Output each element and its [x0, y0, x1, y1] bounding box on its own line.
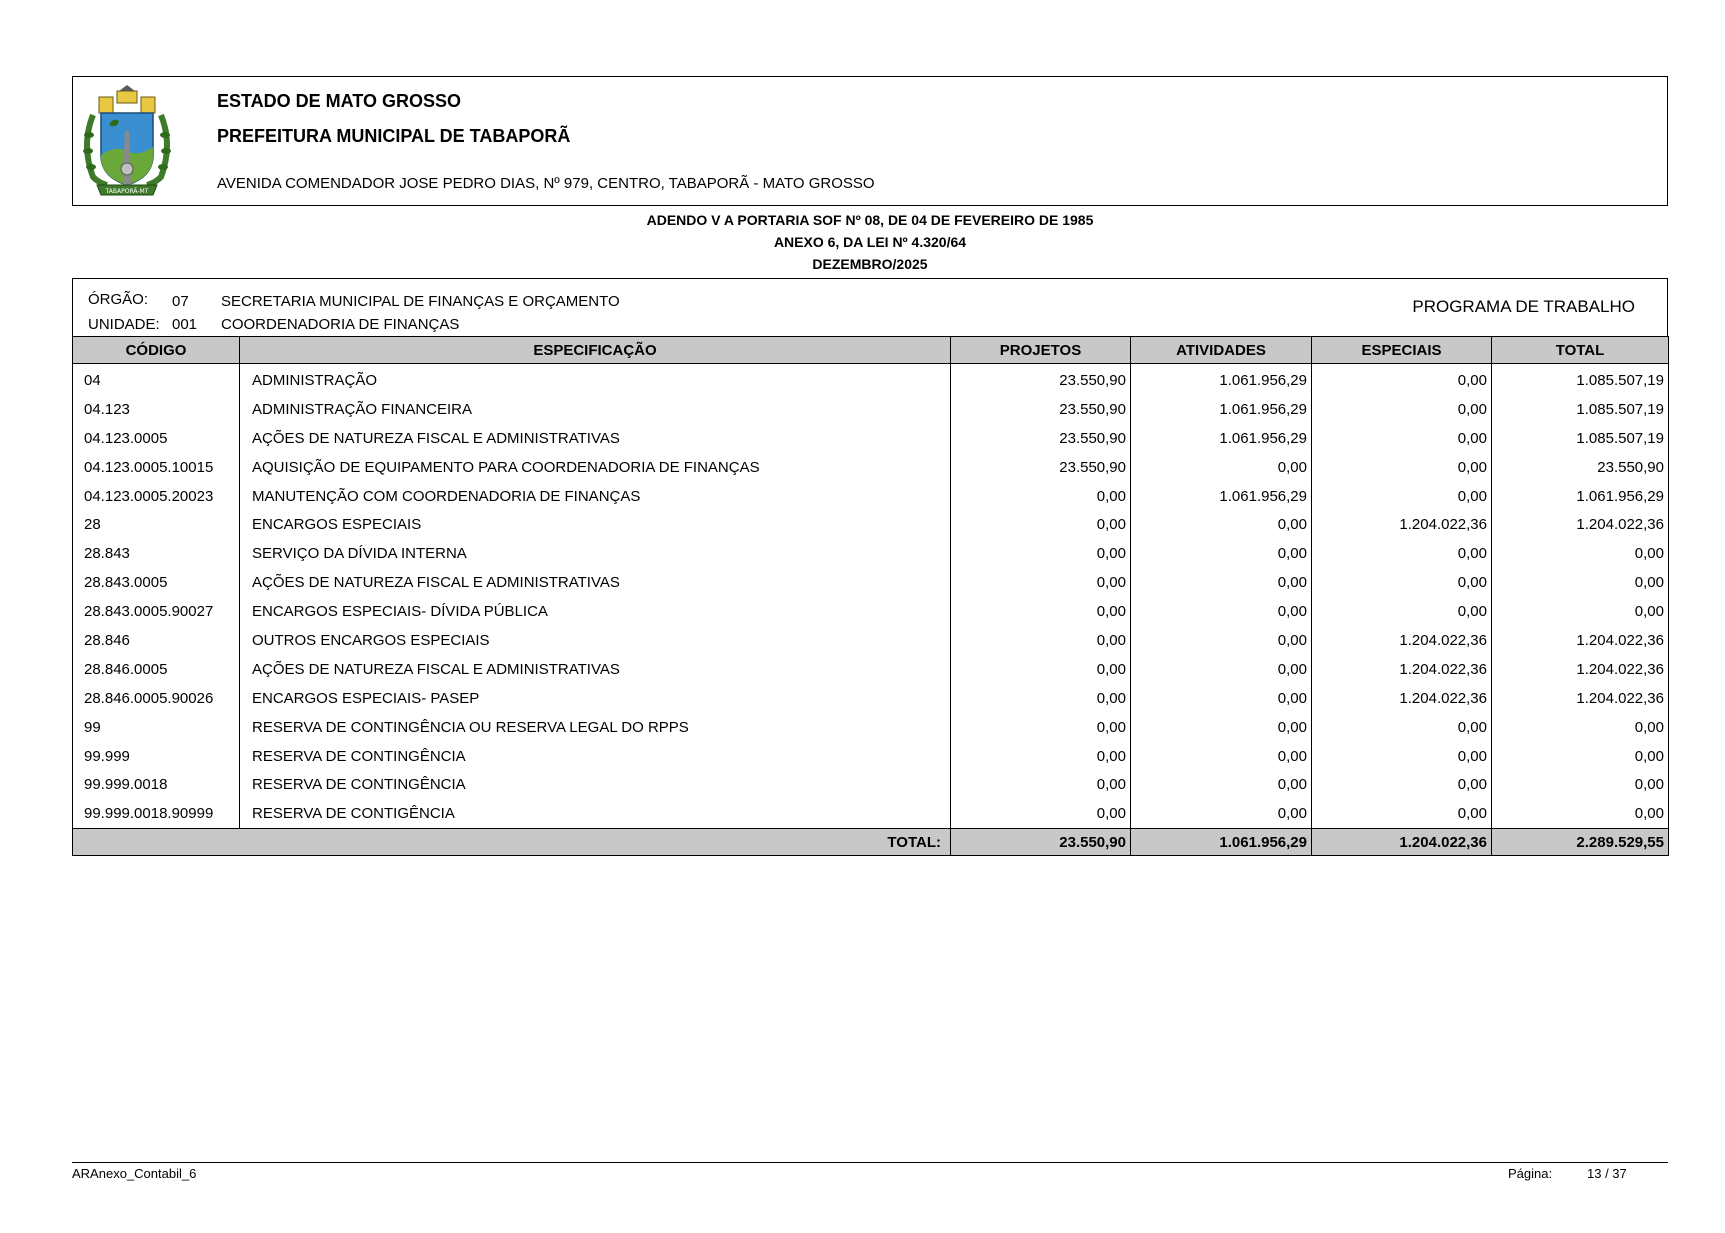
cell-projetos: 23.550,90: [951, 395, 1131, 424]
cell-especiais: 0,00: [1312, 424, 1492, 453]
cell-total: 0,00: [1492, 597, 1669, 626]
cell-especificacao: AÇÕES DE NATUREZA FISCAL E ADMINISTRATIVAS: [240, 655, 951, 684]
total-total: 2.289.529,55: [1492, 829, 1669, 856]
page-label: Página:: [1508, 1166, 1553, 1181]
cell-projetos: 0,00: [951, 713, 1131, 742]
cell-especificacao: RESERVA DE CONTINGÊNCIA: [240, 770, 951, 799]
cell-especiais: 0,00: [1312, 713, 1492, 742]
total-projetos: 23.550,90: [951, 829, 1131, 856]
cell-atividades: 1.061.956,29: [1131, 424, 1312, 453]
cell-total: 0,00: [1492, 713, 1669, 742]
header-atividades: ATIVIDADES: [1131, 337, 1312, 364]
cell-codigo: 99.999.0018: [73, 770, 240, 799]
cell-especificacao: AÇÕES DE NATUREZA FISCAL E ADMINISTRATIVAS: [240, 424, 951, 453]
cell-codigo: 99: [73, 713, 240, 742]
cell-especiais: 1.204.022,36: [1312, 655, 1492, 684]
cell-projetos: 0,00: [951, 655, 1131, 684]
cell-codigo: 99.999.0018.90999: [73, 799, 240, 828]
cell-atividades: 0,00: [1131, 453, 1312, 482]
table-row: [73, 626, 1669, 655]
header-projetos: PROJETOS: [951, 337, 1131, 364]
cell-total: 23.550,90: [1492, 453, 1669, 482]
cell-total: 1.204.022,36: [1492, 655, 1669, 684]
cell-projetos: 0,00: [951, 770, 1131, 799]
cell-especificacao: ENCARGOS ESPECIAIS- DÍVIDA PÚBLICA: [240, 597, 951, 626]
address: AVENIDA COMENDADOR JOSE PEDRO DIAS, Nº 979, CENTRO, TABAPORÃ - MATO GROSSO: [217, 175, 875, 192]
title-line-3: DEZEMBRO/2025: [812, 256, 928, 272]
cell-especificacao: RESERVA DE CONTINGÊNCIA OU RESERVA LEGAL DO RPPS: [240, 713, 951, 742]
cell-atividades: 0,00: [1131, 597, 1312, 626]
program-title: PROGRAMA DE TRABALHO: [1412, 297, 1635, 316]
title-line-1: ADENDO V A PORTARIA SOF Nº 08, DE 04 DE FEVEREIRO DE 1985: [646, 212, 1094, 228]
cell-codigo: 28: [73, 510, 240, 539]
cell-especiais: 1.204.022,36: [1312, 510, 1492, 539]
cell-especificacao: RESERVA DE CONTINGÊNCIA: [240, 742, 951, 771]
cell-atividades: 0,00: [1131, 539, 1312, 568]
cell-codigo: 99.999: [73, 742, 240, 771]
orgao-label: ÓRGÃO:: [88, 291, 149, 308]
cell-atividades: 0,00: [1131, 626, 1312, 655]
cell-total: 1.085.507,19: [1492, 364, 1669, 395]
cell-projetos: 0,00: [951, 597, 1131, 626]
cell-total: 1.061.956,29: [1492, 482, 1669, 511]
cell-total: 1.204.022,36: [1492, 626, 1669, 655]
cell-especificacao: MANUTENÇÃO COM COORDENADORIA DE FINANÇAS: [240, 482, 951, 511]
cell-especificacao: ADMINISTRAÇÃO FINANCEIRA: [240, 395, 951, 424]
unidade-code: 001: [172, 316, 198, 333]
org-info-box: [72, 278, 1668, 336]
table-row: [73, 364, 1669, 395]
table-row: [73, 568, 1669, 597]
cell-projetos: 0,00: [951, 482, 1131, 511]
header-codigo: CÓDIGO: [73, 337, 240, 364]
cell-projetos: 0,00: [951, 742, 1131, 771]
cell-atividades: 1.061.956,29: [1131, 364, 1312, 395]
cell-atividades: 1.061.956,29: [1131, 395, 1312, 424]
footer-divider: [72, 1162, 1668, 1163]
cell-atividades: 0,00: [1131, 770, 1312, 799]
cell-especificacao: RESERVA DE CONTIGÊNCIA: [240, 799, 951, 828]
cell-total: 1.085.507,19: [1492, 395, 1669, 424]
table-row: [73, 742, 1669, 771]
cell-atividades: 0,00: [1131, 568, 1312, 597]
cell-especiais: 1.204.022,36: [1312, 684, 1492, 713]
cell-especiais: 0,00: [1312, 742, 1492, 771]
cell-especificacao: SERVIÇO DA DÍVIDA INTERNA: [240, 539, 951, 568]
cell-especiais: 0,00: [1312, 364, 1492, 395]
program-table: [72, 336, 1669, 856]
cell-atividades: 1.061.956,29: [1131, 482, 1312, 511]
table-row: [73, 453, 1669, 482]
cell-atividades: 0,00: [1131, 713, 1312, 742]
table-row: [73, 684, 1669, 713]
cell-especificacao: AQUISIÇÃO DE EQUIPAMENTO PARA COORDENADORIA DE FINANÇAS: [240, 453, 951, 482]
table-row: [73, 482, 1669, 511]
header-especiais: ESPECIAIS: [1312, 337, 1492, 364]
orgao-name: SECRETARIA MUNICIPAL DE FINANÇAS E ORÇAMENTO: [221, 293, 620, 310]
cell-atividades: 0,00: [1131, 510, 1312, 539]
cell-total: 0,00: [1492, 770, 1669, 799]
cell-especiais: 0,00: [1312, 568, 1492, 597]
cell-codigo: 04.123: [73, 395, 240, 424]
cell-especiais: 0,00: [1312, 799, 1492, 828]
table-row: [73, 713, 1669, 742]
cell-especiais: 0,00: [1312, 770, 1492, 799]
cell-codigo: 28.843.0005: [73, 568, 240, 597]
cell-projetos: 0,00: [951, 799, 1131, 828]
document-titles: [72, 209, 1668, 275]
table-row: [73, 597, 1669, 626]
total-row: [73, 829, 1669, 856]
cell-atividades: 0,00: [1131, 655, 1312, 684]
orgao-code: 07: [172, 293, 189, 310]
cell-projetos: 23.550,90: [951, 424, 1131, 453]
cell-especiais: 0,00: [1312, 539, 1492, 568]
cell-projetos: 0,00: [951, 626, 1131, 655]
cell-codigo: 28.846: [73, 626, 240, 655]
table-row: [73, 770, 1669, 799]
cell-total: 1.085.507,19: [1492, 424, 1669, 453]
cell-especificacao: OUTROS ENCARGOS ESPECIAIS: [240, 626, 951, 655]
unidade-label: UNIDADE:: [88, 316, 160, 333]
svg-text:TABAPORÃ-MT: TABAPORÃ-MT: [105, 188, 149, 195]
report-name: ARAnexo_Contabil_6: [72, 1166, 197, 1181]
cell-projetos: 0,00: [951, 539, 1131, 568]
cell-especificacao: ADMINISTRAÇÃO: [240, 364, 951, 395]
cell-especificacao: ENCARGOS ESPECIAIS: [240, 510, 951, 539]
table-row: [73, 395, 1669, 424]
total-atividades: 1.061.956,29: [1131, 829, 1312, 856]
cell-total: 0,00: [1492, 568, 1669, 597]
table-row: [73, 424, 1669, 453]
table-row: [73, 799, 1669, 828]
cell-especiais: 0,00: [1312, 597, 1492, 626]
cell-total: 0,00: [1492, 742, 1669, 771]
page-number: 13 / 37: [1587, 1166, 1627, 1181]
cell-codigo: 28.843: [73, 539, 240, 568]
total-especiais: 1.204.022,36: [1312, 829, 1492, 856]
cell-especiais: 0,00: [1312, 453, 1492, 482]
total-label: TOTAL:: [73, 829, 951, 856]
cell-especiais: 0,00: [1312, 395, 1492, 424]
cell-total: 1.204.022,36: [1492, 510, 1669, 539]
cell-atividades: 0,00: [1131, 742, 1312, 771]
unidade-name: COORDENADORIA DE FINANÇAS: [221, 316, 460, 333]
table-body: [73, 364, 1669, 829]
cell-codigo: 28.843.0005.90027: [73, 597, 240, 626]
table-row: [73, 539, 1669, 568]
cell-codigo: 04.123.0005: [73, 424, 240, 453]
cell-projetos: 23.550,90: [951, 453, 1131, 482]
header-especificacao: ESPECIFICAÇÃO: [240, 337, 951, 364]
table-row: [73, 655, 1669, 684]
title-line-2: ANEXO 6, DA LEI Nº 4.320/64: [773, 234, 967, 250]
cell-total: 0,00: [1492, 799, 1669, 828]
cell-total: 0,00: [1492, 539, 1669, 568]
header-total: TOTAL: [1492, 337, 1669, 364]
cell-codigo: 04: [73, 364, 240, 395]
cell-atividades: 0,00: [1131, 684, 1312, 713]
city-hall-name: PREFEITURA MUNICIPAL DE TABAPORÃ: [217, 126, 571, 146]
cell-especificacao: ENCARGOS ESPECIAIS- PASEP: [240, 684, 951, 713]
cell-especificacao: AÇÕES DE NATUREZA FISCAL E ADMINISTRATIVAS: [240, 568, 951, 597]
header-box: [72, 76, 1668, 206]
cell-projetos: 0,00: [951, 568, 1131, 597]
cell-especiais: 1.204.022,36: [1312, 626, 1492, 655]
coat-of-arms-logo: [79, 85, 175, 197]
cell-projetos: 23.550,90: [951, 364, 1131, 395]
state-name: ESTADO DE MATO GROSSO: [217, 91, 462, 111]
table-header-row: [73, 337, 1669, 364]
cell-codigo: 28.846.0005.90026: [73, 684, 240, 713]
table-row: [73, 510, 1669, 539]
cell-codigo: 04.123.0005.20023: [73, 482, 240, 511]
cell-total: 1.204.022,36: [1492, 684, 1669, 713]
cell-projetos: 0,00: [951, 510, 1131, 539]
cell-projetos: 0,00: [951, 684, 1131, 713]
cell-codigo: 28.846.0005: [73, 655, 240, 684]
cell-atividades: 0,00: [1131, 799, 1312, 828]
cell-codigo: 04.123.0005.10015: [73, 453, 240, 482]
cell-especiais: 0,00: [1312, 482, 1492, 511]
